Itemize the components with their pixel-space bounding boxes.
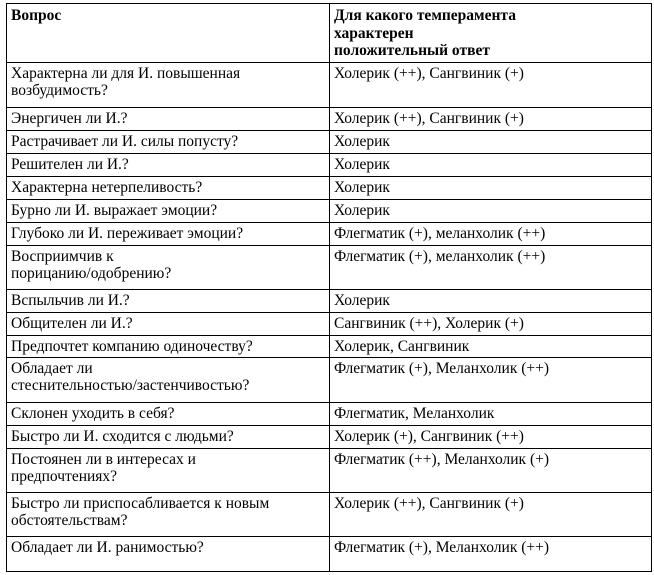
question-cell: Решителен ли И.? <box>7 153 330 176</box>
answer-cell: Холерик (++), Сангвиник (+) <box>330 492 652 536</box>
question-cell: Восприимчив к порицанию/одобрению? <box>7 245 330 289</box>
temperament-table <box>6 3 652 572</box>
question-cell: Обладает ли И. ранимостью? <box>7 536 330 571</box>
table-row <box>7 448 652 492</box>
answer-cell: Холерик (++), Сангвиник (+) <box>330 62 652 107</box>
answer-cell: Сангвиник (++), Холерик (+) <box>330 312 652 335</box>
answer-cell: Холерик, Сангвиник <box>330 335 652 357</box>
table-row <box>7 153 652 176</box>
table-row <box>7 425 652 448</box>
table-row <box>7 289 652 312</box>
table-row <box>7 245 652 289</box>
question-cell: Обладает ли стеснительностью/застенчивостью? <box>7 357 330 402</box>
answer-cell: Холерик <box>330 199 652 222</box>
table-row <box>7 402 652 425</box>
answer-cell: Флегматик (+), Меланхолик (++) <box>330 536 652 571</box>
question-cell: Энергичен ли И.? <box>7 107 330 130</box>
table-row <box>7 357 652 402</box>
answer-cell: Холерик <box>330 289 652 312</box>
question-cell: Глубоко ли И. переживает эмоции? <box>7 222 330 245</box>
question-cell: Предпочтет компанию одиночеству? <box>7 335 330 357</box>
question-cell: Характерна нетерпеливость? <box>7 176 330 199</box>
header-temperament: Для какого темперамента характерен положительный ответ <box>330 4 652 63</box>
table-row <box>7 335 652 357</box>
question-cell: Склонен уходить в себя? <box>7 402 330 425</box>
answer-cell: Холерик (++), Сангвиник (+) <box>330 107 652 130</box>
answer-cell: Холерик <box>330 153 652 176</box>
header-question: Вопрос <box>7 4 330 63</box>
question-cell: Вспыльчив ли И.? <box>7 289 330 312</box>
question-cell: Растрачивает ли И. силы попусту? <box>7 130 330 153</box>
table-row <box>7 130 652 153</box>
question-cell: Постоянен ли в интересах и предпочтениях? <box>7 448 330 492</box>
answer-cell: Холерик <box>330 130 652 153</box>
table-row <box>7 492 652 536</box>
question-cell: Быстро ли И. сходится с людьми? <box>7 425 330 448</box>
answer-cell: Флегматик (+), меланхолик (++) <box>330 245 652 289</box>
answer-cell: Холерик <box>330 176 652 199</box>
answer-cell: Флегматик, Меланхолик <box>330 402 652 425</box>
header-row <box>7 4 652 63</box>
table-row <box>7 62 652 107</box>
answer-cell: Холерик (+), Сангвиник (++) <box>330 425 652 448</box>
answer-cell: Флегматик (+), Меланхолик (++) <box>330 357 652 402</box>
question-cell: Бурно ли И. выражает эмоции? <box>7 199 330 222</box>
question-cell: Характерна ли для И. повышенная возбудимость? <box>7 62 330 107</box>
table-row <box>7 536 652 571</box>
table-row <box>7 222 652 245</box>
answer-cell: Флегматик (++), Меланхолик (+) <box>330 448 652 492</box>
table-row <box>7 107 652 130</box>
table-row <box>7 176 652 199</box>
question-cell: Быстро ли приспосабливается к новым обстоятельствам? <box>7 492 330 536</box>
question-cell: Общителен ли И.? <box>7 312 330 335</box>
answer-cell: Флегматик (+), меланхолик (++) <box>330 222 652 245</box>
table-row <box>7 312 652 335</box>
table-row <box>7 199 652 222</box>
